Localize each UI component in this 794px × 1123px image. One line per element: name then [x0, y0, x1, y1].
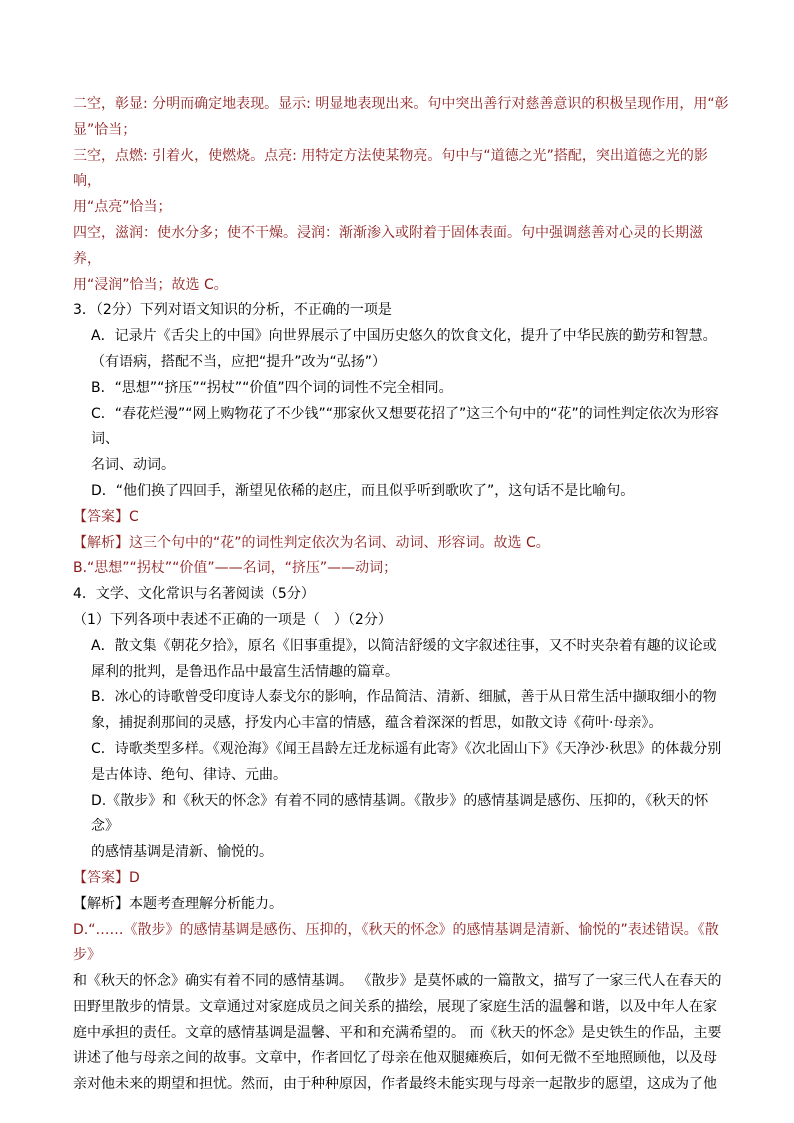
- question-4-explanation-g: 亲对他未来的期望和担忧。然而，由于种种原因，作者最终未能实现与母亲一起散步的愿望，这成为了他: [73, 1076, 717, 1093]
- question-4-option-a-cont: 犀利的批判，是鲁迅作品中最富生活情趣的篇章。: [91, 663, 399, 680]
- question-4-option-c: C．诗歌类型多样。《观沧海》《闻王昌龄左迁龙标遥有此寄》《次北固山下》《天净沙·秋思》的体裁分别: [91, 740, 722, 757]
- question-4-1-stem: （1）下列各项中表述不正确的一项是（ ）（2分）: [73, 611, 392, 628]
- question-4-explanation-b: D.“……《散步》的感情基调是感伤、压抑的，《秋天的怀念》的感情基调是清新、愉悦的”表述错误。《散步》: [73, 921, 719, 964]
- question-3-explanation: 【解析】这三个句中的“花”的词性判定依次为名词、动词、形容词。故选 C。: [73, 534, 550, 551]
- analysis-line-blank4-cont: 用“浸润”恰当；故选 C。: [73, 276, 228, 293]
- document-page: [73, 92, 729, 1098]
- question-4-explanation: 【解析】本题考查理解分析能力。: [73, 895, 283, 912]
- question-3-option-a-note: （有语病，搭配不当，应把“提升”改为“弘扬”）: [91, 353, 387, 370]
- analysis-line-blank2-cont: 显”恰当；: [73, 121, 137, 138]
- question-3-stem: 3．（2分）下列对语文知识的分析，不正确的一项是: [73, 302, 392, 319]
- question-4-option-b: B．冰心的诗歌曾受印度诗人泰戈尔的影响，作品简洁、清新、细腻，善于从日常生活中撷取细小的物: [91, 689, 717, 706]
- question-3-option-d: D．“他们换了四回手，渐望见依稀的赵庄，而且似乎听到歌吹了”，这句话不是比喻句。: [91, 482, 635, 499]
- question-3-option-c: C．“春花烂漫”“网上购物花了不少钱”“那家伙又想要花招了”这三个句中的“花”的词性判定依次为形容词、: [91, 405, 719, 448]
- question-4-explanation-e: 庭中承担的责任。文章的感情基调是温馨、平和和充满希望的。 而《秋天的怀念》是史铁生的作品，主要: [73, 1024, 722, 1041]
- analysis-line-blank3: 三空，点燃: 引着火，使燃烧。点亮: 用特定方法使某物亮。句中与“道德之光”搭配，突出道德之光的影响，: [73, 147, 708, 190]
- question-4-explanation-d: 田野里散步的情景。文章通过对家庭成员之间关系的描绘，展现了家庭生活的温馨和谐，以及中年人在家: [73, 998, 717, 1015]
- question-3-option-a: A．记录片《舌尖上的中国》向世界展示了中国历史悠久的饮食文化，提升了中华民族的勤劳和智慧。: [91, 328, 717, 345]
- question-4-stem: 4．文学、文化常识与名著阅读（5分）: [73, 586, 315, 603]
- question-4-explanation-c: 和《秋天的怀念》确实有着不同的感情基调。 《散步》是莫怀戚的一篇散文，描写了一家三代人在春天的: [73, 973, 722, 990]
- question-3-explanation-b: B.“思想”“拐杖”“价值”——名词，“挤压”——动词；: [73, 560, 398, 577]
- analysis-line-blank3-cont: 用“点亮”恰当；: [73, 199, 172, 216]
- question-4-option-a: A．散文集《朝花夕拾》，原名《旧事重提》，以简洁舒缓的文字叙述往事，又不时夹杂着有趣的议论或: [91, 637, 717, 654]
- analysis-line-blank4: 四空，滋润：使水分多；使不干燥。浸润：渐渐渗入或附着于固体表面。句中强调慈善对心灵的长期滋养，: [73, 224, 703, 267]
- analysis-line-blank2: 二空，彰显: 分明而确定地表现。显示: 明显地表现出来。句中突出善行对慈善意识的积极呈现作用，用“彰: [73, 96, 729, 112]
- question-4-answer: 【答案】D: [73, 869, 140, 886]
- question-3-option-c-cont: 名词、动词。: [91, 457, 175, 474]
- question-3-answer: 【答案】C: [73, 508, 139, 525]
- question-4-option-b-cont: 象，捕捉刹那间的灵感，抒发内心丰富的情感，蕴含着深深的哲思，如散文诗《荷叶·母亲》。: [91, 715, 663, 732]
- question-4-option-d: D.《散步》和《秋天的怀念》有着不同的感情基调。《散步》的感情基调是感伤、压抑的，《秋天的怀念》: [91, 792, 709, 835]
- question-3-option-b: B．“思想”“挤压”“拐杖”“价值”四个词的词性不完全相同。: [91, 379, 453, 396]
- question-4-option-c-cont: 是古体诗、绝句、律诗、元曲。: [91, 766, 287, 783]
- question-4-option-d-cont: 的感情基调是清新、愉悦的。: [91, 844, 273, 861]
- question-4-explanation-f: 讲述了他与母亲之间的故事。文章中，作者回忆了母亲在他双腿瘫痪后，如何无微不至地照顾他，以及母: [73, 1050, 717, 1067]
